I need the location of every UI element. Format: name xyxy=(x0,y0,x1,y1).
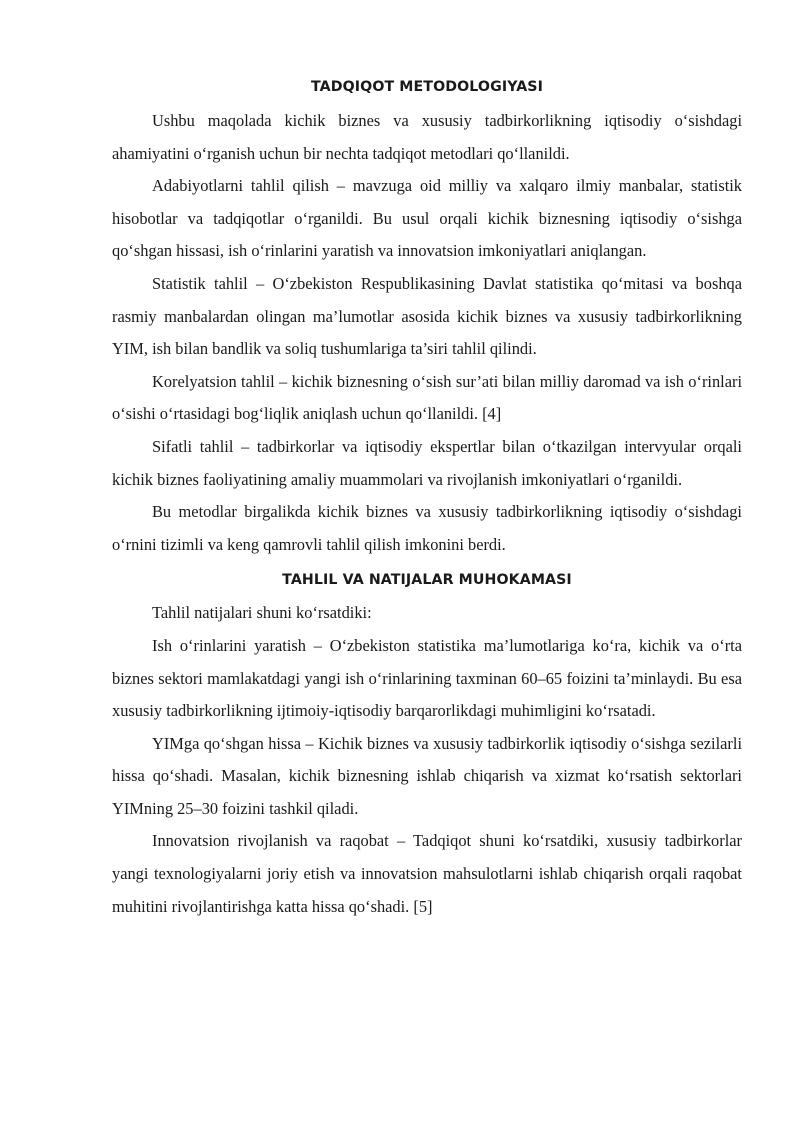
paragraph-job-creation: Ish o‘rinlarini yaratish – O‘zbekiston statistika ma’lumotlariga ko‘ra, kichik va o‘rta biznes sektori mamlakatdagi yangi ish o‘rinlarining taxminan 60–65 foizini ta’minlaydi. Bu esa xususiy tadbirkorlikning ijtimoiy-iqtisodiy barqarorlikdagi muhimligini ko‘rsatadi. xyxy=(112,635,742,721)
paragraph-statistical-analysis: Statistik tahlil – O‘zbekiston Respublikasining Davlat statistika qo‘mitasi va boshqa rasmiy manbalardan olingan ma’lumotlar asosida kichik biznes va xususiy tadbirkorlikning YIM, ish bilan bandlik va soliq tushumlariga ta’siri tahlil qilindi. xyxy=(112,273,742,359)
methodology-section xyxy=(112,76,742,561)
paragraph-results-intro: Tahlil natijalari shuni ko‘rsatdiki: xyxy=(152,603,372,623)
paragraph-qualitative-analysis: Sifatli tahlil – tadbirkorlar va iqtisodiy ekspertlar bilan o‘tkazilgan intervyular orqali kichik biznes faoliyatining amaliy muammolari va rivojlanish imkoniyatlari o‘rganildi. xyxy=(112,436,742,489)
results-heading: TAHLIL VA NATIJALAR MUHOKAMASI xyxy=(282,572,572,589)
paragraph-intro: Ushbu maqolada kichik biznes va xususiy tadbirkorlikning iqtisodiy o‘sishdagi ahamiyatini o‘rganish uchun bir nechta tadqiqot metodlari qo‘llanildi. xyxy=(112,111,742,163)
paragraph-methods-summary: Bu metodlar birgalikda kichik biznes va xususiy tadbirkorlikning iqtisodiy o‘sishdagi o‘rnini tizimli va keng qamrovli tahlil qilish imkonini berdi. xyxy=(112,502,742,554)
document-page xyxy=(112,76,742,923)
paragraph-gdp-contribution: YIMga qo‘shgan hissa – Kichik biznes va xususiy tadbirkorlik iqtisodiy o‘sishga sezilarli hissa qo‘shadi. Masalan, kichik biznesning ishlab chiqarish va xizmat ko‘rsatish sektorlari YIMning 25–30 foizini tashkil qiladi. xyxy=(112,733,742,818)
paragraph-correlation-analysis: Korelyatsion tahlil – kichik biznesning o‘sish sur’ati bilan milliy daromad va ish o‘rinlari o‘sishi o‘rtasidagi bog‘liqlik aniqlash uchun qo‘llanildi. [4] xyxy=(112,371,742,424)
paragraph-literature-analysis: Adabiyotlarni tahlil qilish – mavzuga oid milliy va xalqaro ilmiy manbalar, statistik hisobotlar va tadqiqotlar o‘rganildi. Bu usul orqali kichik biznesning iqtisodiy o‘sishga qo‘shgan hissasi, ish o‘rinlarini yaratish va innovatsion imkoniyatlari aniqlangan. xyxy=(112,176,742,261)
methodology-heading: TADQIQOT METODOLOGIYASI xyxy=(310,79,543,95)
paragraph-innovation-competition: Innovatsion rivojlanish va raqobat – Tadqiqot shuni ko‘rsatdiki, xususiy tadbirkorlar yangi texnologiyalarni joriy etish va innovatsion mahsulotlarni ishlab chiqarish orqali raqobat muhitini rivojlantirishga katta hissa qo‘shadi. [5] xyxy=(112,831,742,916)
results-section xyxy=(112,569,742,923)
